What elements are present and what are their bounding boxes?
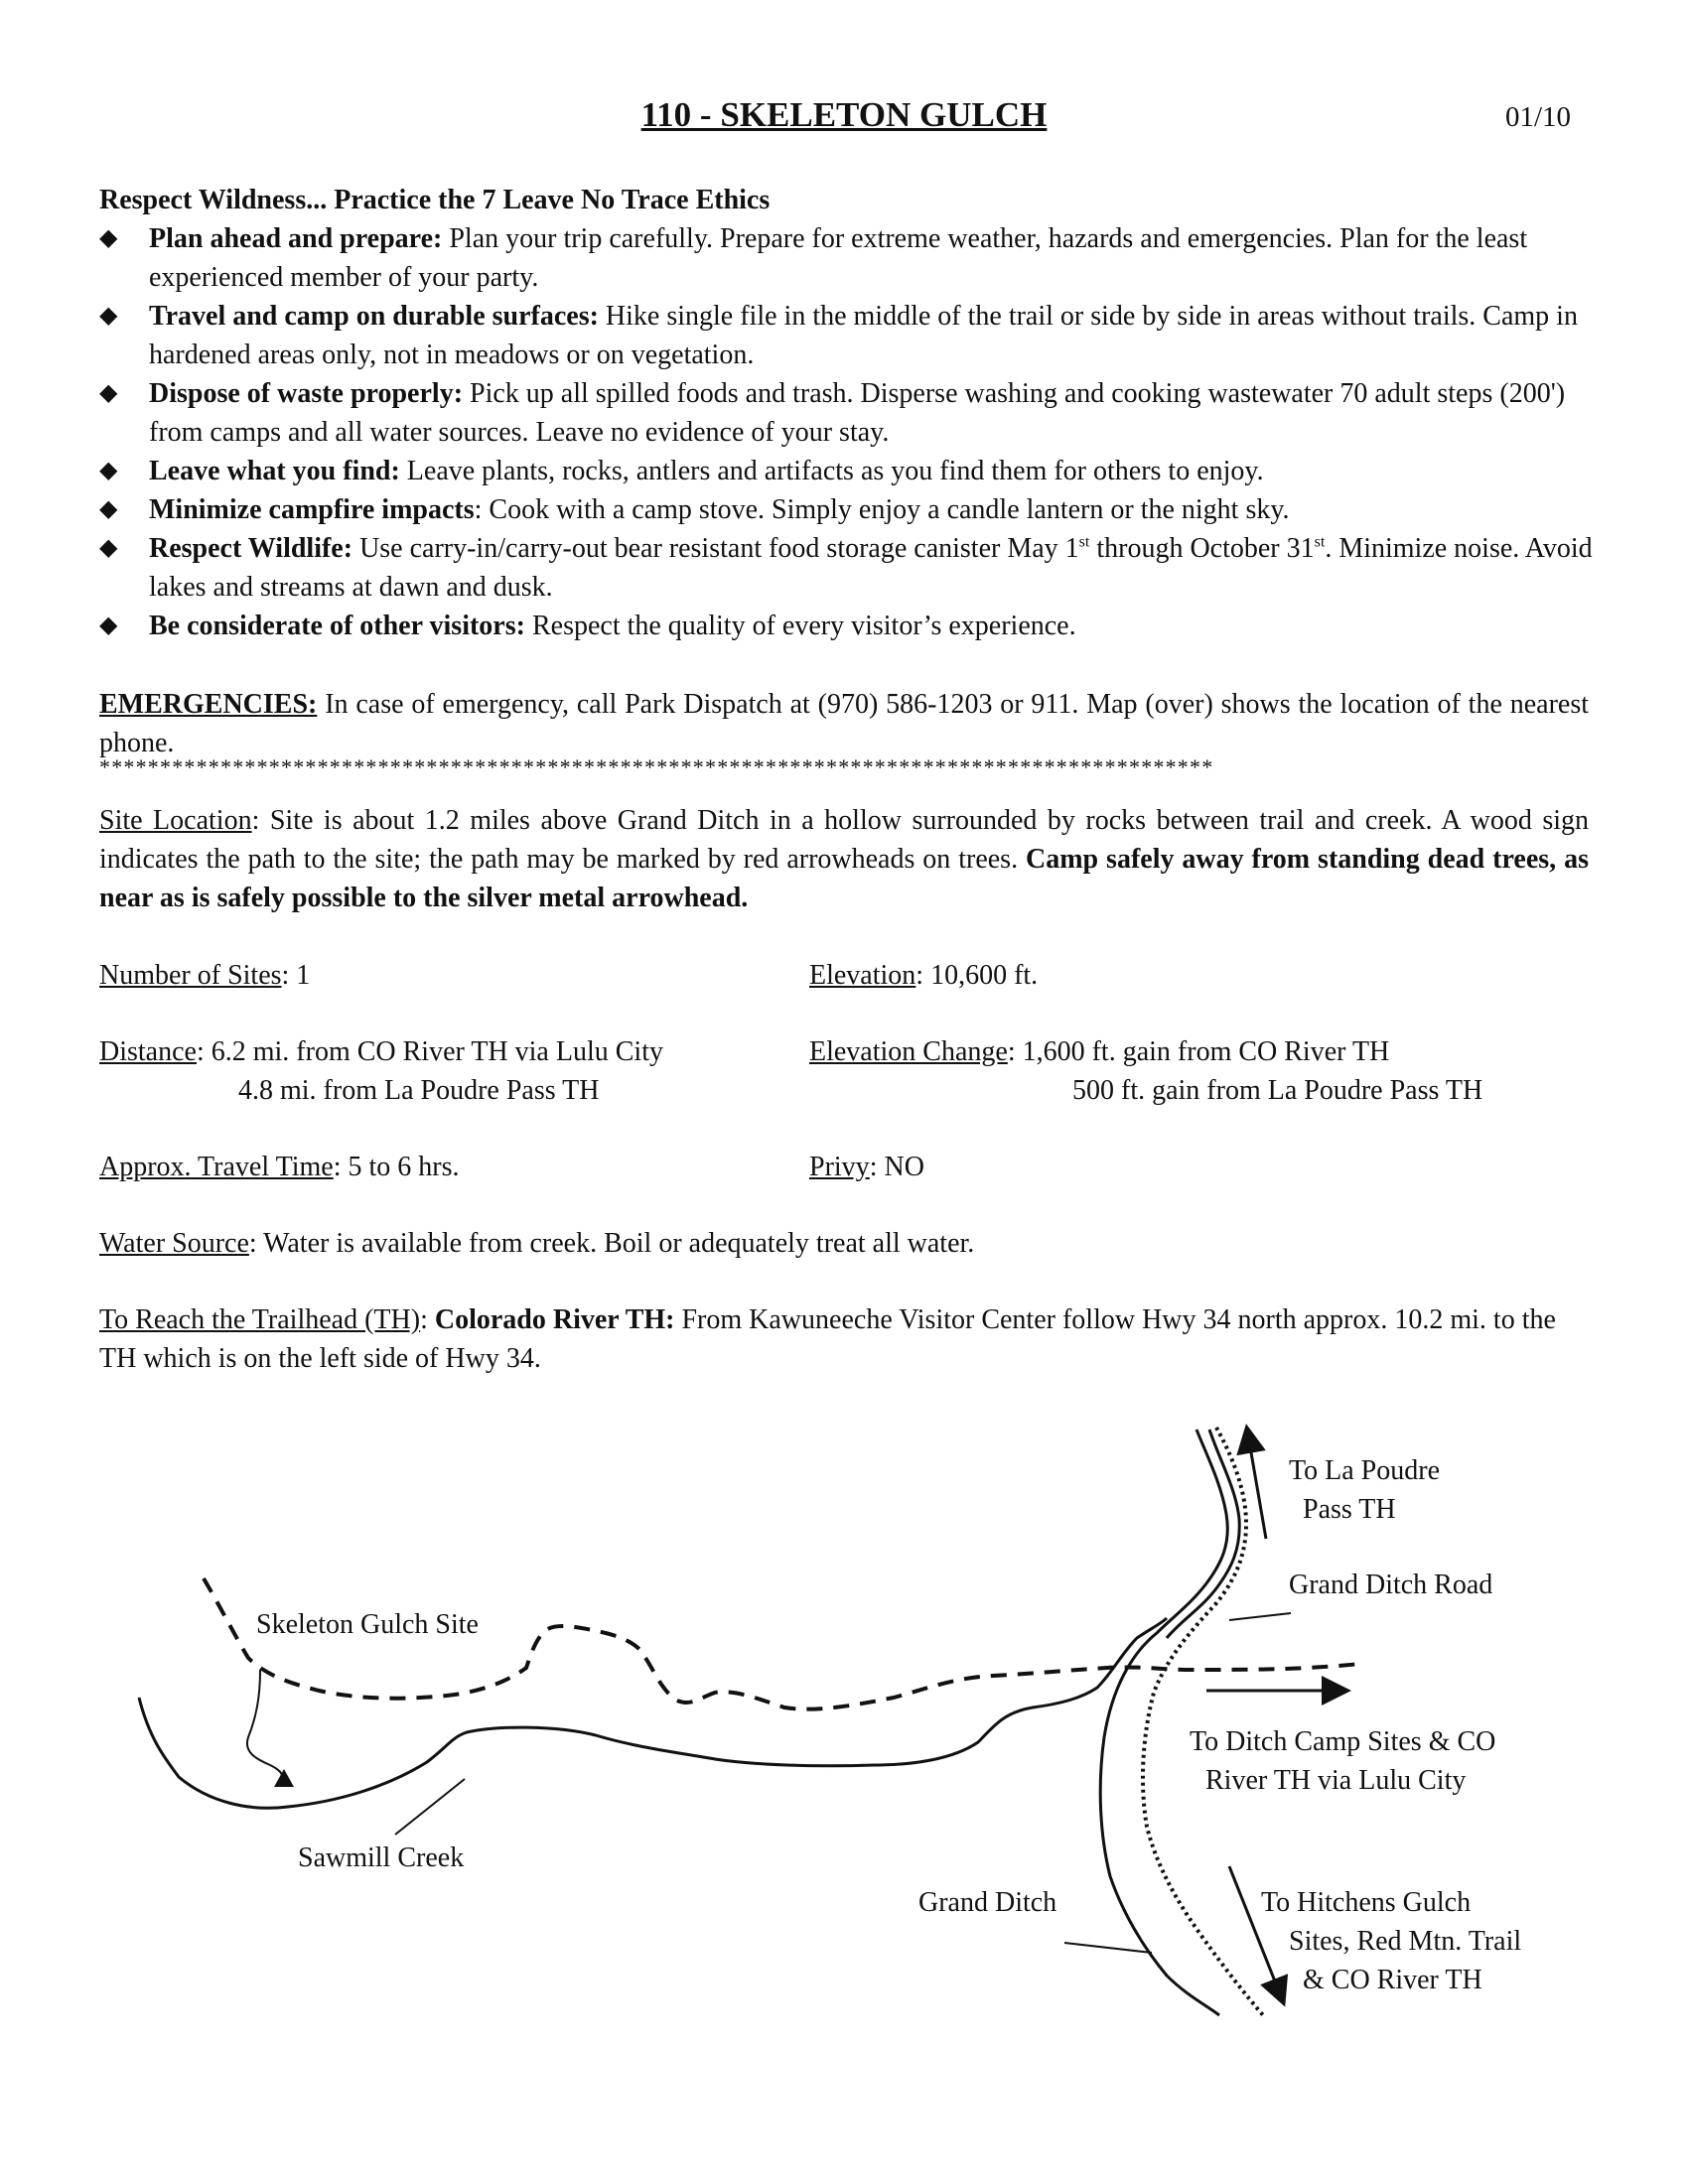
page-title: 110 - SKELETON GULCH [640, 95, 1048, 134]
grand-ditch-road-leader [1229, 1613, 1291, 1620]
campsite-marker-icon [274, 1769, 294, 1787]
label-hitchens-2: Sites, Red Mtn. Trail [1289, 1926, 1522, 1957]
ethics-item: ◆ Minimize campfire impacts: Cook with a camp stove. Simply enjoy a candle lantern or the night sky. [99, 490, 1609, 529]
ethics-item: ◆ Plan ahead and prepare: Plan your trip carefully. Prepare for extreme weather, hazards and emergencies. Plan for the least experienced member of your party. [99, 219, 1609, 297]
diamond-bullet-icon: ◆ [99, 303, 118, 329]
elevation-change: Elevation Change: 1,600 ft. gain from CO River TH [809, 1036, 1390, 1067]
label-hitchens-1: To Hitchens Gulch [1261, 1887, 1472, 1918]
label-ditch-camp-1: To Ditch Camp Sites & CO [1190, 1726, 1496, 1757]
ethics-item: ◆ Respect Wildlife: Use carry-in/carry-out bear resistant food storage canister May 1st through October 31st. Minimize noise. Avoid lakes and streams at dawn and dusk. [99, 529, 1609, 607]
ethics-item: ◆ Leave what you find: Leave plants, rocks, antlers and artifacts as you find them for others to enjoy. [99, 452, 1609, 490]
site-spur-path [247, 1670, 283, 1779]
label-sawmill-creek: Sawmill Creek [298, 1843, 465, 1873]
la-poudre-arrow [1247, 1430, 1266, 1539]
water-source: Water Source: Water is available from creek. Boil or adequately treat all water. [99, 1228, 975, 1259]
label-grand-ditch-road: Grand Ditch Road [1289, 1570, 1493, 1600]
site-location-paragraph: Site Location: Site is about 1.2 miles above Grand Ditch in a hollow surrounded by rocks between trail and creek. A wood sign indicates the path to the site; the path may be marked by red arrowheads on trees. Camp safely away from standing dead trees, as near as is safely possible to the silver metal arrowhead. [99, 805, 1589, 913]
distance-line-2: 4.8 mi. from La Poudre Pass TH [238, 1075, 600, 1106]
label-skeleton-gulch-site: Skeleton Gulch Site [256, 1609, 479, 1640]
diamond-bullet-icon: ◆ [99, 458, 118, 483]
ethics-item: ◆ Be considerate of other visitors: Respect the quality of every visitor’s experience. [99, 607, 1609, 645]
diamond-bullet-icon: ◆ [99, 535, 118, 561]
elevation: Elevation: 10,600 ft. [809, 960, 1039, 991]
ethics-item: ◆ Travel and camp on durable surfaces: Hike single file in the middle of the trail or side by side in areas without trails. Camp in hardened areas only, not in meadows or on vegetation. [99, 297, 1609, 374]
grand-ditch-leader [1064, 1943, 1152, 1953]
privy: Privy: NO [809, 1152, 924, 1182]
diamond-bullet-icon: ◆ [99, 380, 118, 406]
grand-ditch-line [1100, 1430, 1227, 2015]
number-of-sites: Number of Sites: 1 [99, 960, 311, 991]
label-la-poudre-1: To La Poudre [1289, 1455, 1441, 1486]
diamond-bullet-icon: ◆ [99, 225, 118, 251]
date-code: 01/10 [1505, 101, 1572, 133]
label-hitchens-3: & CO River TH [1303, 1965, 1482, 1995]
label-ditch-camp-2: River TH via Lulu City [1205, 1765, 1467, 1796]
skeleton-gulch-trail [204, 1578, 1360, 1709]
asterisk-divider: ******************************************************************************************** [99, 754, 1214, 779]
ethics-item: ◆ Dispose of waste properly: Pick up all spilled foods and trash. Disperse washing and cooking wastewater 70 adult steps (200') from camps and all water sources. Leave no evidence of your stay. [99, 374, 1609, 452]
label-grand-ditch: Grand Ditch [918, 1887, 1057, 1918]
distance: Distance: 6.2 mi. from CO River TH via Lulu City [99, 1036, 663, 1067]
emergencies-paragraph: EMERGENCIES: In case of emergency, call Park Dispatch at (970) 586-1203 or 911. Map (over) shows the location of the nearest phone. [99, 689, 1589, 758]
diamond-bullet-icon: ◆ [99, 496, 118, 522]
label-la-poudre-2: Pass TH [1303, 1494, 1396, 1525]
trailhead-paragraph: To Reach the Trailhead (TH): Colorado River TH: From Kawuneeche Visitor Center follow Hwy 34 north approx. 10.2 mi. to the TH which is on the left side of Hwy 34. [99, 1304, 1556, 1374]
travel-time: Approx. Travel Time: 5 to 6 hrs. [99, 1152, 460, 1182]
ethics-heading: Respect Wildness... Practice the 7 Leave No Trace Ethics [99, 185, 771, 215]
elevation-change-line-2: 500 ft. gain from La Poudre Pass TH [1072, 1075, 1483, 1106]
sawmill-creek-line [139, 1618, 1167, 1808]
grand-ditch-road [1143, 1428, 1263, 2015]
sawmill-creek-leader [395, 1779, 465, 1835]
ethics-list [99, 219, 1609, 645]
diamond-bullet-icon: ◆ [99, 613, 118, 638]
trail-map [0, 1410, 1688, 2045]
